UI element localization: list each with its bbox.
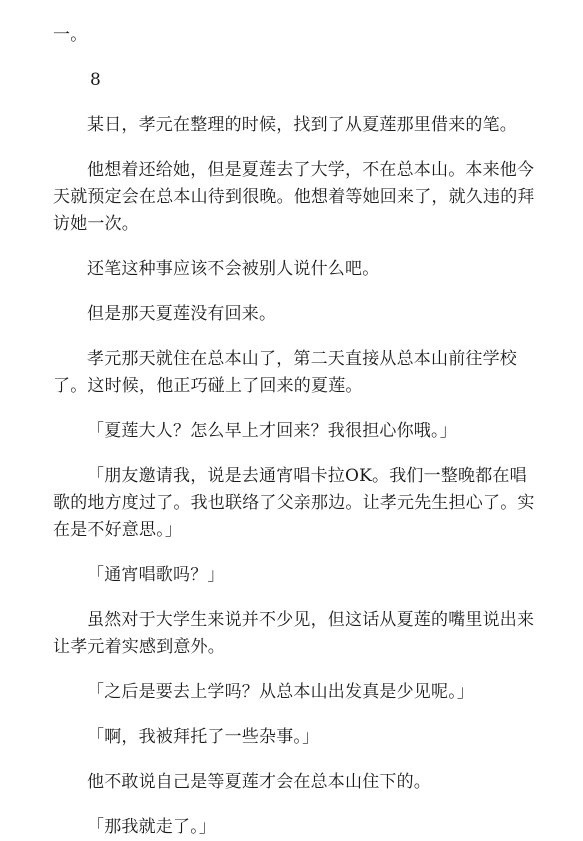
paragraph: 某日，孝元在整理的时候，找到了从夏莲那里借来的笔。 [87,115,517,135]
paragraph: 但是那天夏莲没有回来。 [87,304,277,324]
paragraph: 虽然对于大学生来说并不少见，但这话从夏莲的嘴里说出来让孝元着实感到意外。 [53,610,535,657]
dialogue-line: 「之后是要去上学吗？从总本山出发真是少见呢。」 [87,682,475,702]
page-content [53,22,535,841]
paragraph: 他不敢说自己是等夏莲才会在总本山住下的。 [87,772,431,792]
dialogue-line: 「朋友邀请我，说是去通宵唱卡拉OK。我们一整晚都在唱歌的地方度过了。我也联络了父亲那边。让孝元先生担心了。实在是不好意思。」 [53,466,535,540]
paragraph: 他想着还给她，但是夏莲去了大学，不在总本山。本来他今天就预定会在总本山待到很晚。他想着等她回来了，就久违的拜访她一次。 [53,160,535,234]
paragraph: 孝元那天就住在总本山了，第二天直接从总本山前往学校了。这时候，他正巧碰上了回来的夏莲。 [53,349,517,396]
dialogue-line: 「通宵唱歌吗？」 [87,565,225,585]
lead-fragment: 一。 [53,25,88,45]
chapter-number: 8 [90,70,101,90]
dialogue-line: 「夏莲大人？怎么早上才回来？我很担心你哦。」 [87,421,457,441]
paragraph: 还笔这种事应该不会被别人说什么吧。 [87,259,380,279]
dialogue-line: 「那我就走了。」 [87,817,217,837]
dialogue-line: 「啊，我被拜托了一些杂事。」 [87,727,320,747]
